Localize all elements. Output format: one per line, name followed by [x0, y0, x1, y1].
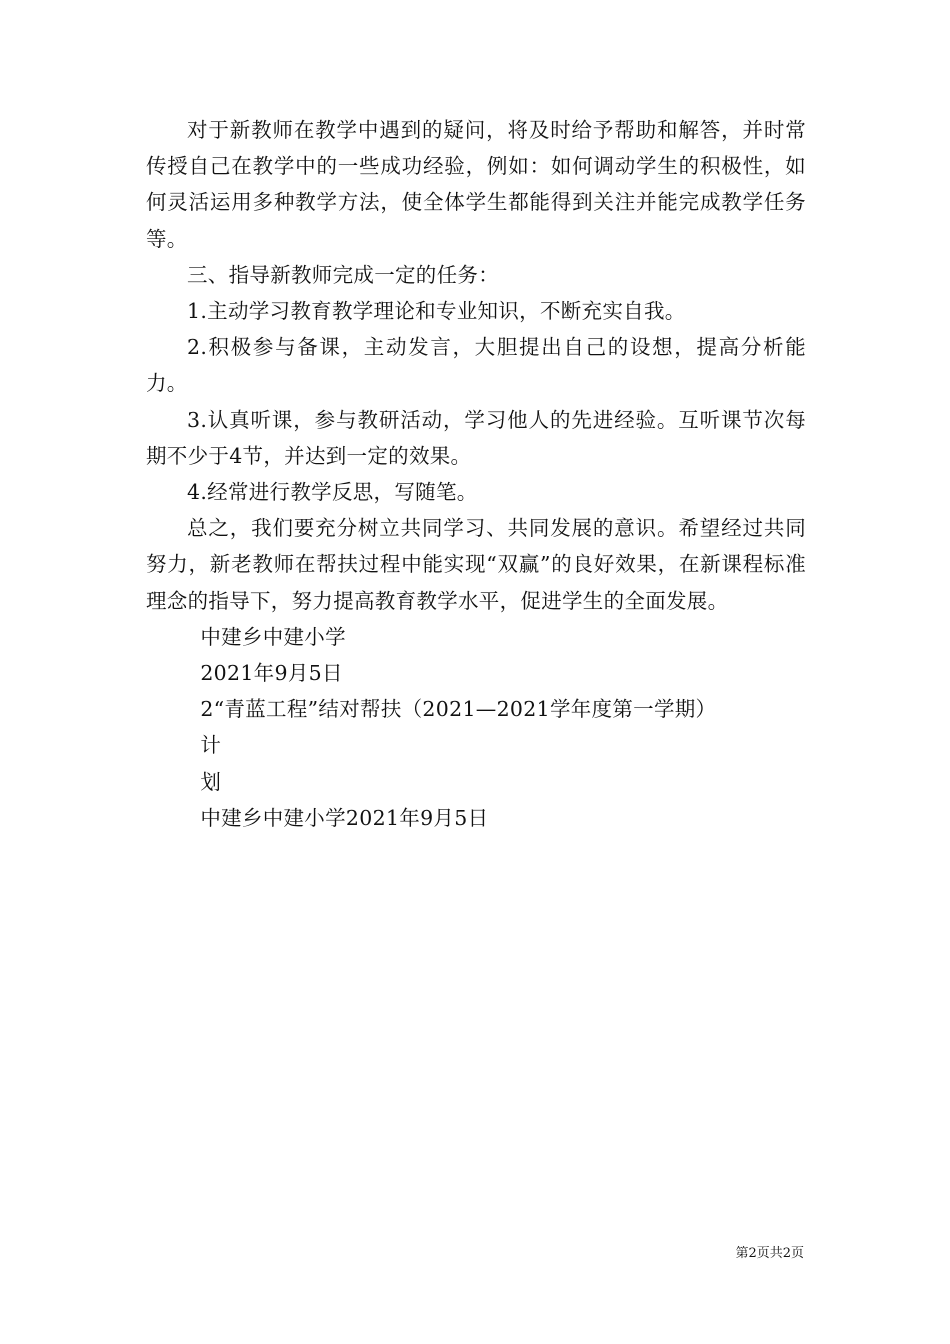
task-item-4: 4.经常进行教学反思，写随笔。 [187, 480, 478, 505]
task-item-1: 1.主动学习教育教学理论和专业知识，不断充实自我。 [187, 299, 686, 324]
plan-char-hua: 划 [200, 769, 222, 794]
paragraph-guidance: 对于新教师在教学中遇到的疑问，将及时给予帮助和解答，并时常传授自己在教学中的一些成功经验，例如：如何调动学生的积极性，如何灵活运用多种教学方法，使全体学生都能得到关注并能完成教学任务等。 [146, 118, 806, 251]
school-name: 中建乡中建小学 [200, 624, 346, 649]
plan-char-ji: 计 [200, 733, 222, 758]
section-heading-three: 三、指导新教师完成一定的任务： [187, 262, 499, 287]
date-line: 2021年9月5日 [200, 661, 343, 686]
school-date-line: 中建乡中建小学2021年9月5日 [200, 805, 489, 830]
document-body [146, 112, 806, 836]
paragraph-conclusion: 总之，我们要充分树立共同学习、共同发展的意识。希望经过共同努力，新老教师在帮扶过程中能实现“双赢”的良好效果，在新课程标准理念的指导下，努力提高教育教学水平，促进学生的全面发展。 [146, 516, 806, 613]
task-item-2: 2.积极参与备课，主动发言，大胆提出自己的设想，提高分析能力。 [146, 335, 806, 396]
plan-title: 2“青蓝工程”结对帮扶（2021—2021学年度第一学期） [200, 697, 717, 722]
task-item-3: 3.认真听课，参与教研活动，学习他人的先进经验。互听课节次每期不少于4节，并达到一定的效果。 [146, 407, 806, 468]
page-number: 第2页共2页 [735, 1246, 804, 1261]
